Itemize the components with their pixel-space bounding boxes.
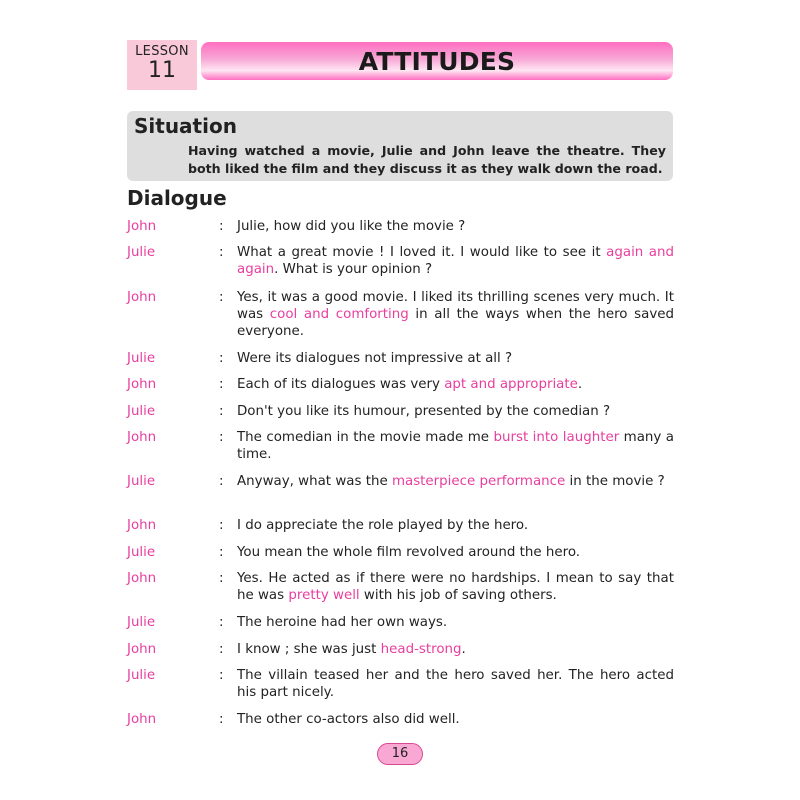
dialogue-fragment: What a great movie ! I loved it. I would like to see it: [237, 245, 607, 260]
speaker-name: John: [127, 712, 157, 727]
speaker-colon: :: [219, 642, 224, 657]
speaker-name: Julie: [127, 474, 156, 489]
speaker-name: John: [127, 430, 157, 445]
dialogue-text: [237, 429, 674, 463]
speaker-colon: :: [219, 571, 224, 586]
speaker-name: Julie: [127, 668, 156, 683]
speaker-colon: :: [219, 404, 224, 419]
speaker-colon: :: [219, 474, 224, 489]
dialogue-fragment: The other co-actors also did well.: [237, 712, 460, 727]
dialogue-fragment: .: [461, 642, 466, 657]
highlighted-phrase: apt and appropriate: [444, 377, 578, 392]
lesson-label: LESSON: [135, 44, 189, 59]
dialogue-fragment: .: [577, 377, 583, 392]
dialogue-fragment: The comedian in the movie made me: [237, 430, 494, 445]
dialogue-text: [237, 376, 674, 393]
dialogue-fragment: in the movie ?: [565, 474, 665, 489]
speaker-name: John: [127, 290, 157, 305]
dialogue-text: [237, 289, 674, 340]
dialogue-heading: Dialogue: [127, 186, 227, 210]
dialogue-fragment: The heroine had her own ways.: [237, 615, 448, 630]
speaker-colon: :: [219, 219, 224, 234]
speaker-name: John: [127, 642, 157, 657]
dialogue-fragment: Don't you like its humour, presented by the comedian ?: [237, 404, 611, 419]
dialogue-text: [237, 667, 674, 701]
speaker-colon: :: [219, 712, 224, 727]
speaker-colon: :: [219, 377, 224, 392]
dialogue-fragment: Were its dialogues not impressive at all ?: [237, 351, 513, 366]
dialogue-fragment: Yes. He acted as if there were no hardships. I mean to say that he was: [237, 571, 674, 603]
dialogue-text: [237, 614, 674, 631]
speaker-name: John: [127, 377, 157, 392]
situation-text: Having watched a movie, Julie and John leave the theatre. They both liked the film and they discuss it as they walk down the road.: [188, 143, 666, 176]
dialogue-text: [237, 711, 674, 728]
dialogue-fragment: Yes, it was a good movie. I liked its thrilling scenes very much. It was: [237, 290, 674, 322]
speaker-colon: :: [219, 351, 224, 366]
dialogue-text: [237, 350, 674, 367]
dialogue-fragment: The villain teased her and the hero saved her. The hero acted his part nicely.: [237, 668, 674, 700]
speaker-name: Julie: [127, 545, 156, 560]
dialogue-text: [237, 641, 674, 658]
highlighted-phrase: again and again: [237, 245, 675, 277]
dialogue-fragment: I do appreciate the role played by the hero.: [237, 518, 529, 533]
dialogue-fragment: . What is your opinion ?: [274, 262, 433, 277]
speaker-name: John: [127, 518, 157, 533]
speaker-colon: :: [219, 430, 224, 445]
dialogue-text: [237, 244, 674, 278]
dialogue-fragment: many a time.: [237, 430, 675, 462]
dialogue-text: [237, 403, 674, 420]
speaker-name: Julie: [127, 404, 156, 419]
title-banner: [201, 42, 673, 80]
speaker-name: John: [127, 571, 157, 586]
highlighted-phrase: head-strong: [380, 642, 462, 657]
highlighted-phrase: masterpiece performance: [391, 474, 566, 489]
dialogue-fragment: in all the ways when the hero saved everyone.: [237, 307, 674, 339]
highlighted-phrase: burst into laughter: [493, 430, 620, 445]
dialogue-fragment: I know ; she was just: [237, 642, 381, 657]
dialogue-text: [237, 218, 674, 235]
speaker-colon: :: [219, 245, 224, 260]
speaker-name: John: [127, 219, 157, 234]
speaker-name: Julie: [127, 615, 156, 630]
dialogue-fragment: You mean the whole film revolved around the hero.: [237, 545, 581, 560]
highlighted-phrase: pretty well: [288, 588, 360, 603]
situation-heading: Situation: [134, 114, 237, 138]
dialogue-text: [237, 473, 674, 490]
speaker-colon: :: [219, 668, 224, 683]
dialogue-text: [237, 570, 674, 604]
speaker-colon: :: [219, 615, 224, 630]
situation-section: [127, 111, 673, 181]
page-number: 16: [377, 743, 423, 765]
dialogue-fragment: Each of its dialogues was very: [237, 377, 445, 392]
lesson-number: 11: [148, 58, 176, 83]
speaker-name: Julie: [127, 245, 156, 260]
speaker-colon: :: [219, 545, 224, 560]
dialogue-fragment: Anyway, what was the: [237, 474, 392, 489]
lesson-badge: [127, 40, 197, 90]
highlighted-phrase: cool and comforting: [269, 307, 409, 322]
dialogue-text: [237, 517, 674, 534]
speaker-colon: :: [219, 290, 224, 305]
dialogue-fragment: with his job of saving others.: [359, 588, 557, 603]
speaker-name: Julie: [127, 351, 156, 366]
page-title: ATTITUDES: [358, 46, 516, 76]
speaker-colon: :: [219, 518, 224, 533]
dialogue-fragment: Julie, how did you like the movie ?: [237, 219, 466, 234]
dialogue-text: [237, 544, 674, 561]
